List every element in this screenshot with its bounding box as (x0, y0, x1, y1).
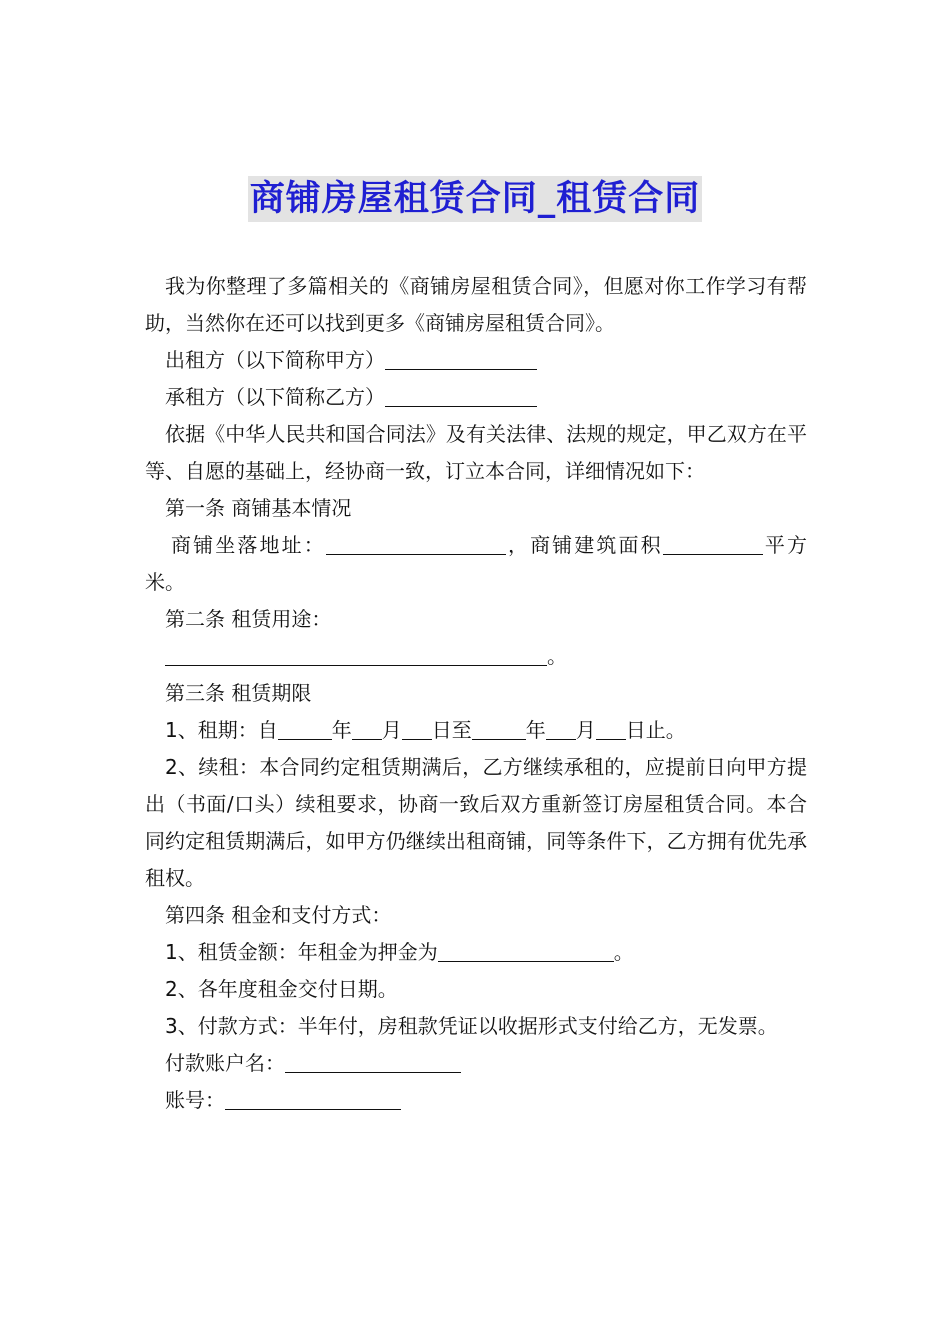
article-3-title: 第三条 租赁期限 (165, 681, 312, 705)
lessor-blank (385, 347, 537, 370)
document-title: 商铺房屋租赁合同_租赁合同 (248, 176, 703, 222)
usage-end: 。 (547, 644, 567, 668)
article-2-title: 第二条 租赁用途： (165, 607, 332, 631)
area-label: ，商铺建筑面积 (505, 533, 663, 557)
basis-paragraph: 依据《中华人民共和国合同法》及有关法律、法规的规定，甲乙双方在平等、自愿的基础上，经协商一致，订立本合同，详细情况如下： (145, 422, 807, 483)
lessee-line (145, 379, 807, 416)
rent-amount-end: 。 (613, 940, 634, 964)
title-wrap (0, 176, 950, 222)
area-blank (663, 532, 763, 555)
lessor-label: 出租方（以下简称甲方） (165, 348, 385, 372)
account-name-blank (285, 1050, 461, 1073)
document-body (145, 268, 807, 1119)
term-start-day-blank (402, 717, 432, 740)
term-end-day-blank (596, 717, 626, 740)
article-4-title: 第四条 租金和支付方式： (165, 903, 392, 927)
account-number-label: 账号： (165, 1088, 225, 1112)
article-1-title: 第一条 商铺基本情况 (165, 496, 352, 520)
rent-date-line: 2、各年度租金交付日期。 (165, 977, 398, 1001)
account-name-line (145, 1045, 807, 1082)
term-end-year-blank (472, 717, 526, 740)
lessor-line (145, 342, 807, 379)
term-year-2: 年 (525, 718, 546, 742)
term-year-1: 年 (331, 718, 352, 742)
rent-amount-label: 1、租赁金额：年租金为押金为 (165, 940, 438, 964)
term-month-2: 月 (575, 718, 596, 742)
term-line (145, 712, 807, 749)
renewal-paragraph: 2、续租：本合同约定租赁期满后，乙方继续承租的，应提前日向甲方提出（书面/口头）续租要求，协商一致后双方重新签订房屋租赁合同。本合同约定租赁期满后，如甲方仍继续出租商铺，同等条件下，乙方拥有优先承租权。 (145, 755, 807, 890)
term-end-month-blank (546, 717, 576, 740)
term-end: 日止。 (625, 718, 686, 742)
term-start-month-blank (352, 717, 382, 740)
article-2-blank-line (145, 638, 807, 675)
account-number-blank (225, 1087, 401, 1110)
payment-method-paragraph: 3、付款方式：半年付，房租款凭证以收据形式支付给乙方，无发票。 (165, 1014, 778, 1038)
intro-paragraph: 我为你整理了多篇相关的《商铺房屋租赁合同》，但愿对你工作学习有帮助，当然你在还可以找到更多《商铺房屋租赁合同》。 (145, 274, 807, 335)
lessee-blank (385, 384, 537, 407)
lessee-label: 承租方（以下简称乙方） (165, 385, 385, 409)
rent-amount-line (145, 934, 807, 971)
usage-blank (165, 643, 547, 666)
address-blank (326, 532, 506, 555)
term-label: 1、租期：自 (165, 718, 278, 742)
account-name-label: 付款账户名： (165, 1051, 285, 1075)
rent-amount-blank (438, 939, 614, 962)
article-1-address-line (145, 527, 807, 601)
area-unit: 平方米。 (145, 533, 808, 594)
account-number-line (145, 1082, 807, 1119)
term-day-to: 日至 (431, 718, 472, 742)
address-label: 商铺坐落地址： (171, 533, 326, 557)
term-start-year-blank (278, 717, 332, 740)
term-month-1: 月 (381, 718, 402, 742)
